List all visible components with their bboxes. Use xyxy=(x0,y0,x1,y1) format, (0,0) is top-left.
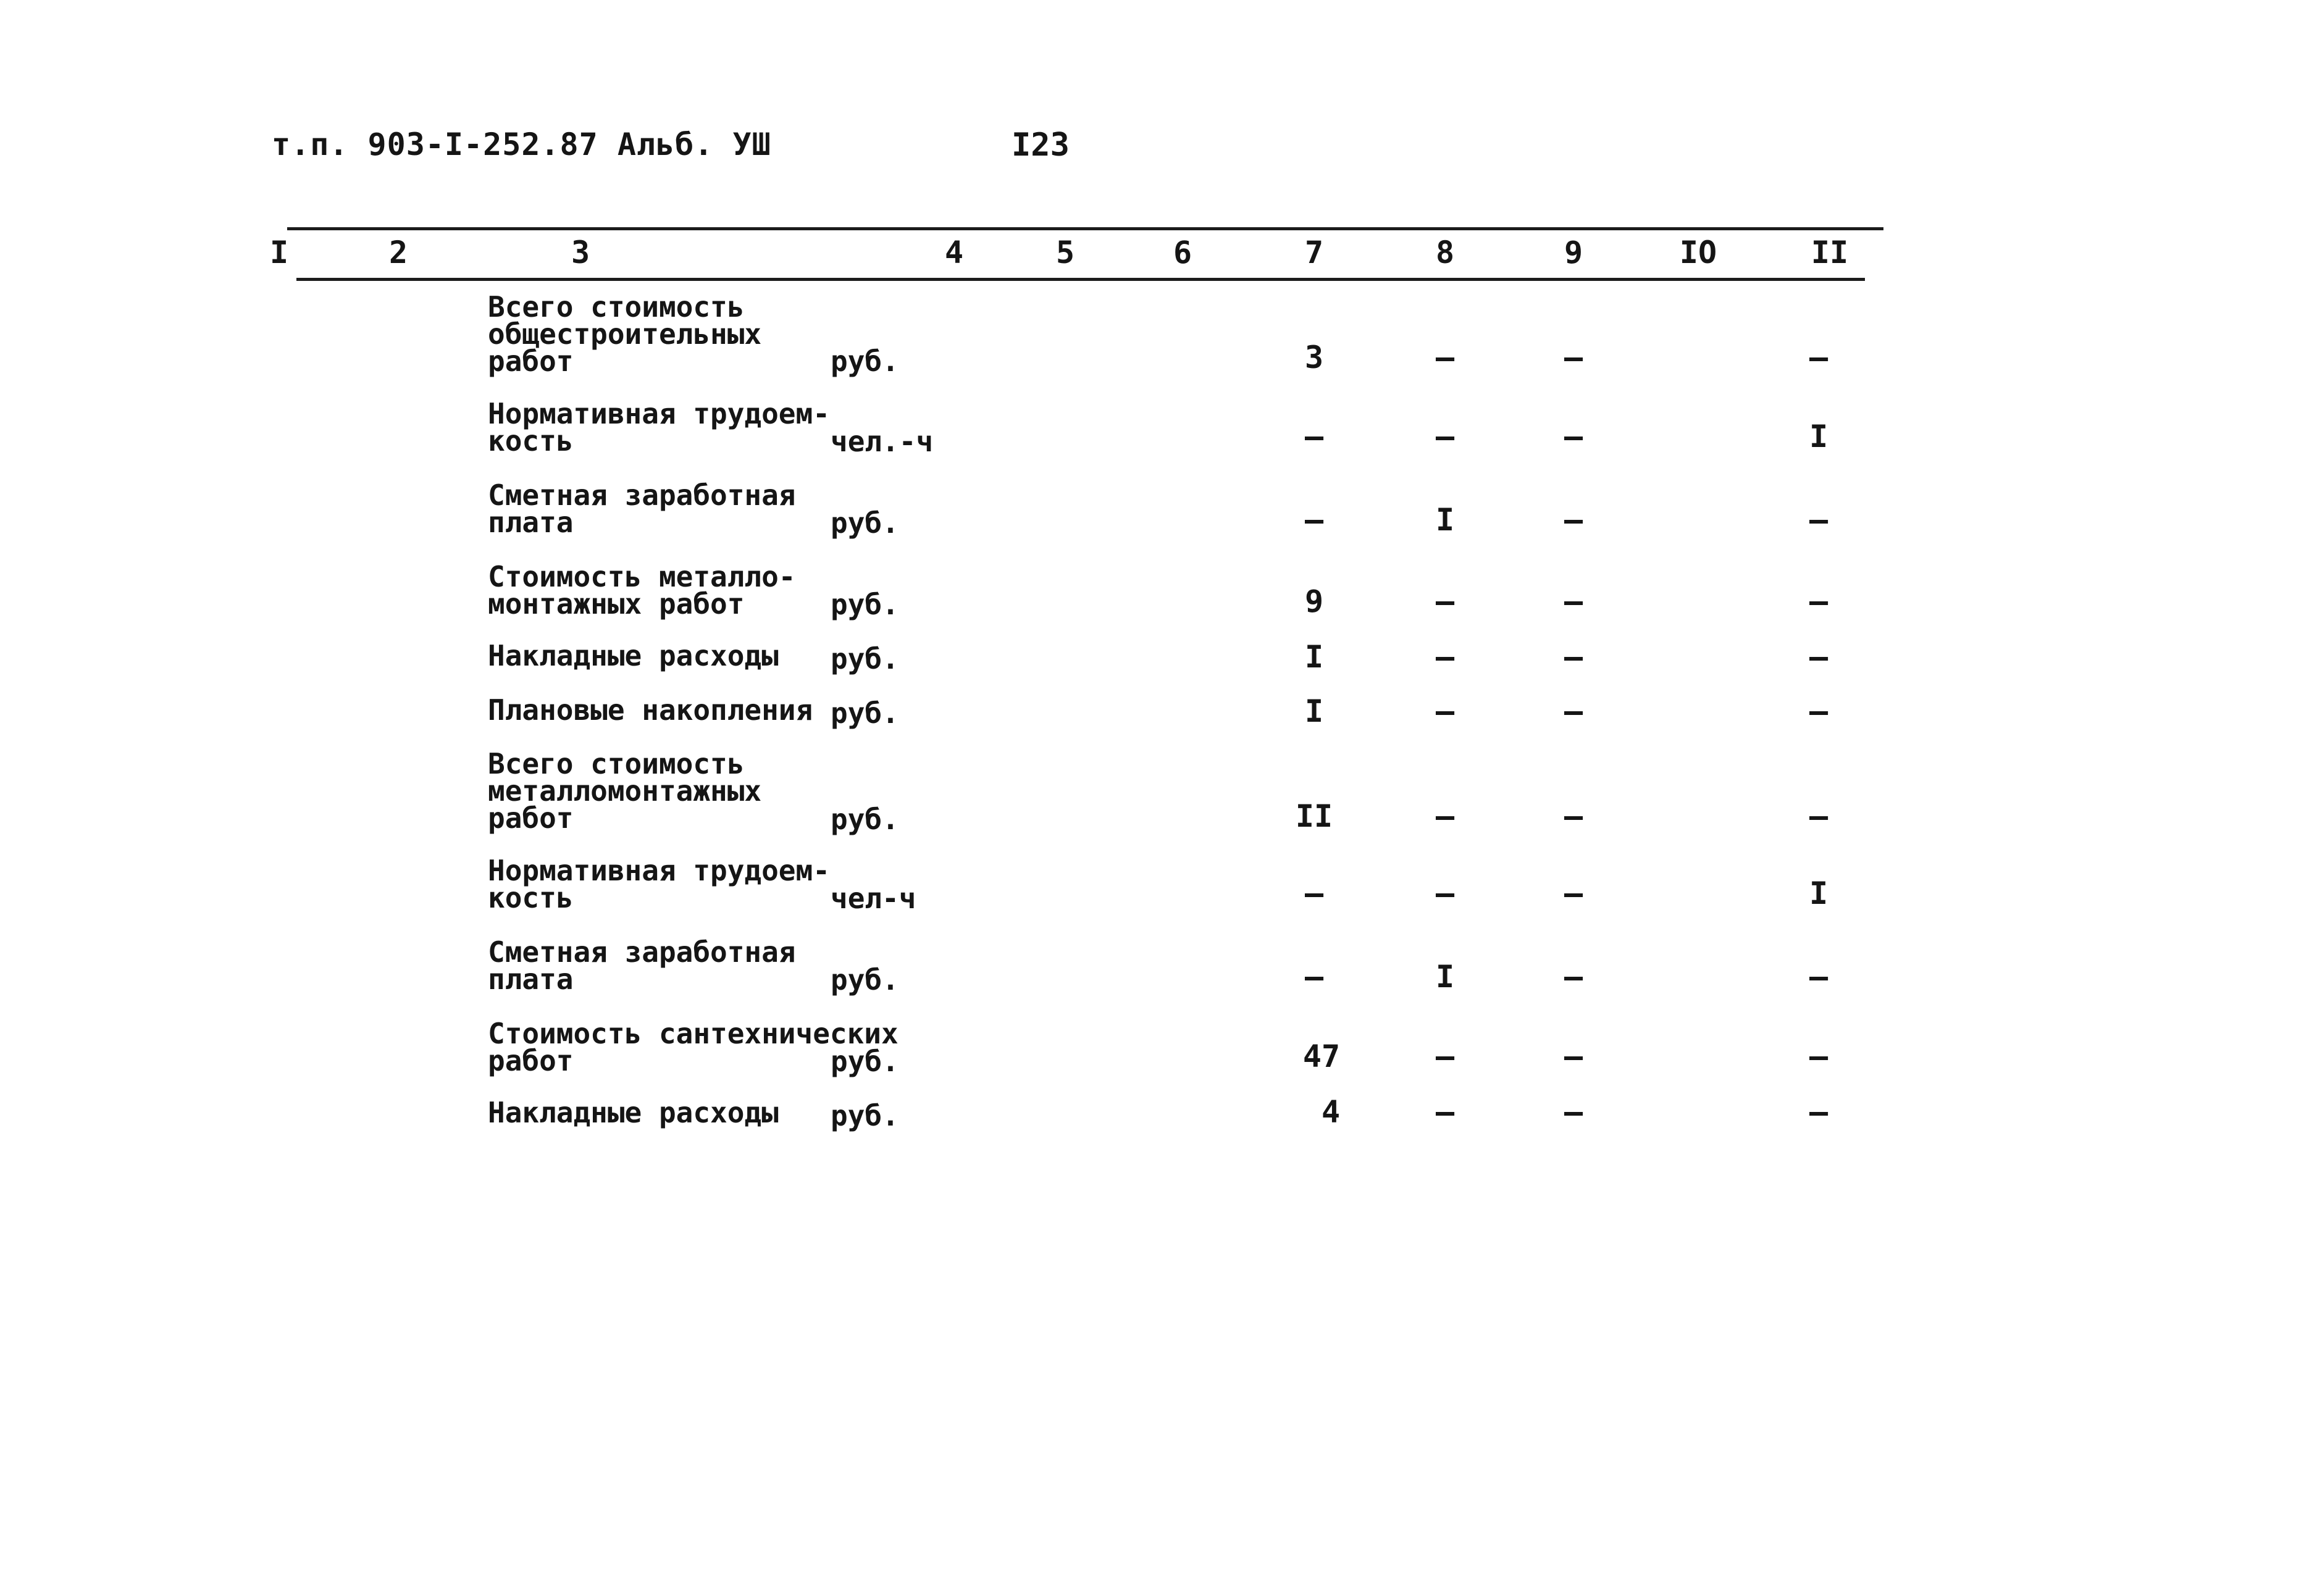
cell-col-11: – xyxy=(1809,798,1829,834)
cell-col-8: – xyxy=(1435,798,1455,834)
row-name: Накладные расходы xyxy=(488,1096,779,1129)
cell-col-11: – xyxy=(1809,959,1829,995)
cell-col-8: – xyxy=(1435,583,1455,619)
cell-col-11: – xyxy=(1809,502,1829,538)
row-unit: чел-ч xyxy=(831,882,916,915)
cell-col-9: – xyxy=(1564,639,1583,675)
cell-col-8: I xyxy=(1435,959,1455,995)
cell-col-7: 3 xyxy=(1304,340,1324,375)
row-unit: руб. xyxy=(831,1045,899,1078)
column-header-9: 9 xyxy=(1564,235,1583,270)
document-reference: т.п. 903-I-252.87 Альб. УШ xyxy=(272,127,771,162)
row-unit: руб. xyxy=(831,803,899,836)
cell-col-11: – xyxy=(1809,583,1829,619)
column-header-2: 2 xyxy=(388,235,408,270)
cell-col-7: II xyxy=(1295,798,1333,834)
cell-col-7: 4 xyxy=(1321,1094,1341,1130)
page-number: I23 xyxy=(1012,127,1070,164)
row-unit: руб. xyxy=(831,588,899,621)
column-header-1: I xyxy=(269,235,289,270)
row-name: Стоимость металло- монтажных работ xyxy=(488,560,796,620)
row-name: Всего стоимость общестроительных работ xyxy=(488,290,762,378)
cell-col-9: – xyxy=(1564,583,1583,619)
cell-col-8: I xyxy=(1435,502,1455,538)
cell-col-11: – xyxy=(1809,1038,1829,1074)
column-header-3: 3 xyxy=(571,235,590,270)
row-unit: руб. xyxy=(831,642,899,675)
row-name: Накладные расходы xyxy=(488,639,779,672)
row-name: Сметная заработная плата xyxy=(488,935,796,996)
cell-col-11: – xyxy=(1809,340,1829,375)
row-unit: руб. xyxy=(831,696,899,730)
cell-col-7: I xyxy=(1304,693,1324,729)
row-name: Всего стоимость металломонтажных работ xyxy=(488,747,762,835)
cell-col-9: – xyxy=(1564,502,1583,538)
cell-col-7: – xyxy=(1304,875,1324,911)
cell-col-8: – xyxy=(1435,419,1455,454)
cell-col-8: – xyxy=(1435,1038,1455,1074)
row-unit: руб. xyxy=(831,963,899,996)
column-header-10: IO xyxy=(1679,235,1717,270)
cell-col-11: I xyxy=(1809,419,1829,454)
cell-col-9: – xyxy=(1564,1038,1583,1074)
cell-col-8: – xyxy=(1435,1094,1455,1130)
cell-col-7: I xyxy=(1304,639,1324,675)
cell-col-7: – xyxy=(1304,502,1324,538)
cell-col-7: 47 xyxy=(1302,1038,1341,1074)
cell-col-11: – xyxy=(1809,1094,1829,1130)
cell-col-9: – xyxy=(1564,419,1583,454)
cell-col-7: 9 xyxy=(1304,583,1324,619)
row-unit: руб. xyxy=(831,506,899,540)
row-unit: руб. xyxy=(831,345,899,378)
cell-col-11: – xyxy=(1809,693,1829,729)
column-header-6: 6 xyxy=(1173,235,1192,270)
cell-col-7: – xyxy=(1304,959,1324,995)
cell-col-8: – xyxy=(1435,875,1455,911)
column-header-4: 4 xyxy=(944,235,964,270)
column-header-5: 5 xyxy=(1055,235,1075,270)
cell-col-9: – xyxy=(1564,693,1583,729)
table-top-rule xyxy=(287,227,1883,230)
cell-col-7: – xyxy=(1304,419,1324,454)
cell-col-8: – xyxy=(1435,340,1455,375)
table-header-rule xyxy=(296,278,1865,281)
column-header-11: II xyxy=(1811,235,1849,270)
row-name: Плановые накопления xyxy=(488,693,813,727)
cell-col-11: – xyxy=(1809,639,1829,675)
cell-col-9: – xyxy=(1564,340,1583,375)
row-unit: руб. xyxy=(831,1099,899,1132)
cell-col-11: I xyxy=(1809,875,1829,911)
cell-col-9: – xyxy=(1564,1094,1583,1130)
row-name: Нормативная трудоем- кость xyxy=(488,397,830,457)
cell-col-8: – xyxy=(1435,693,1455,729)
row-name: Стоимость сантехнических работ xyxy=(488,1017,899,1077)
column-header-7: 7 xyxy=(1304,235,1324,270)
row-name: Нормативная трудоем- кость xyxy=(488,854,830,914)
column-header-8: 8 xyxy=(1435,235,1455,270)
cell-col-8: – xyxy=(1435,639,1455,675)
cell-col-9: – xyxy=(1564,875,1583,911)
row-name: Сметная заработная плата xyxy=(488,478,796,539)
cell-col-9: – xyxy=(1564,798,1583,834)
row-unit: чел.-ч xyxy=(831,425,934,458)
cell-col-9: – xyxy=(1564,959,1583,995)
